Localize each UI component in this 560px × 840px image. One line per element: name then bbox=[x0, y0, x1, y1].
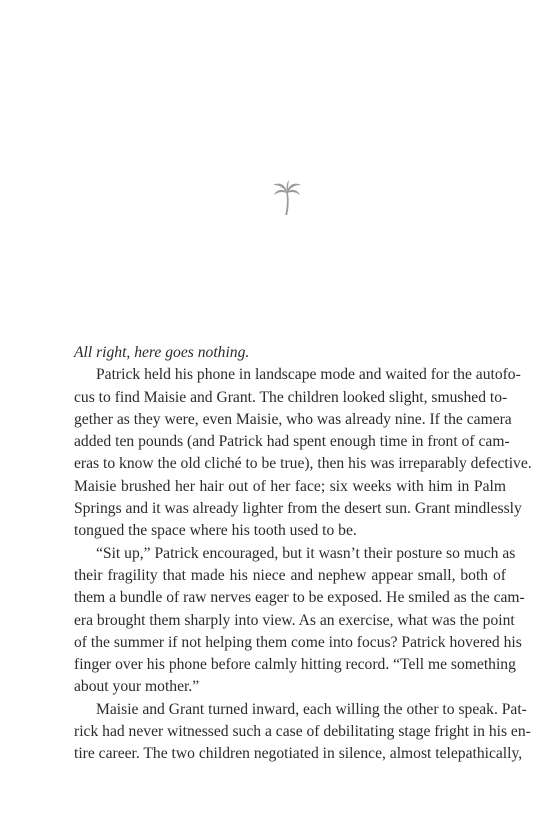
opening-line: All right, here goes nothing. bbox=[74, 344, 250, 361]
text-line: rick had never witnessed such a case of debilitating stage fright in his en- bbox=[74, 723, 531, 741]
chapter-text bbox=[74, 342, 532, 766]
text-line: their fragility that made his niece and nephew appear small, both of bbox=[74, 566, 506, 584]
text-line: about your mother.” bbox=[74, 678, 200, 696]
paragraph bbox=[74, 699, 531, 766]
paragraphs bbox=[74, 364, 532, 765]
text-line: eras to know the old cliché to be true), then his was irreparably defective. bbox=[74, 455, 532, 473]
text-line: era brought them sharply into view. As an exercise, what was the point bbox=[74, 611, 515, 629]
text-line: “Sit up,” Patrick encouraged, but it wasn’t their posture so much as bbox=[96, 544, 516, 562]
paragraph bbox=[74, 364, 532, 542]
text-line: Springs and it was already lighter from the desert sun. Grant mindlessly bbox=[74, 500, 522, 518]
text-line: tongued the space where his tooth used to be. bbox=[74, 522, 357, 540]
text-line: finger over his phone before calmly hitting record. “Tell me something bbox=[74, 656, 516, 674]
text-line: of the summer if not helping them come into focus? Patrick hovered his bbox=[74, 633, 522, 651]
text-line: Maisie and Grant turned inward, each willing the other to speak. Pat- bbox=[96, 700, 527, 718]
text-line: them a bundle of raw nerves eager to be exposed. He smiled as the cam- bbox=[74, 589, 525, 607]
palm-tree-icon bbox=[272, 180, 302, 216]
text-line: gether as they were, even Maisie, who was already nine. If the camera bbox=[74, 410, 512, 428]
text-line: added ten pounds (and Patrick had spent enough time in front of cam- bbox=[74, 433, 510, 451]
text-line: Patrick held his phone in landscape mode and waited for the autofo- bbox=[96, 366, 521, 384]
text-line: tire career. The two children negotiated in silence, almost telepathically, bbox=[74, 745, 523, 763]
paragraph bbox=[74, 543, 525, 699]
text-line: Maisie brushed her hair out of her face; six weeks with him in Palm bbox=[74, 477, 506, 495]
text-line: cus to find Maisie and Grant. The children looked slight, smushed to- bbox=[74, 388, 508, 406]
